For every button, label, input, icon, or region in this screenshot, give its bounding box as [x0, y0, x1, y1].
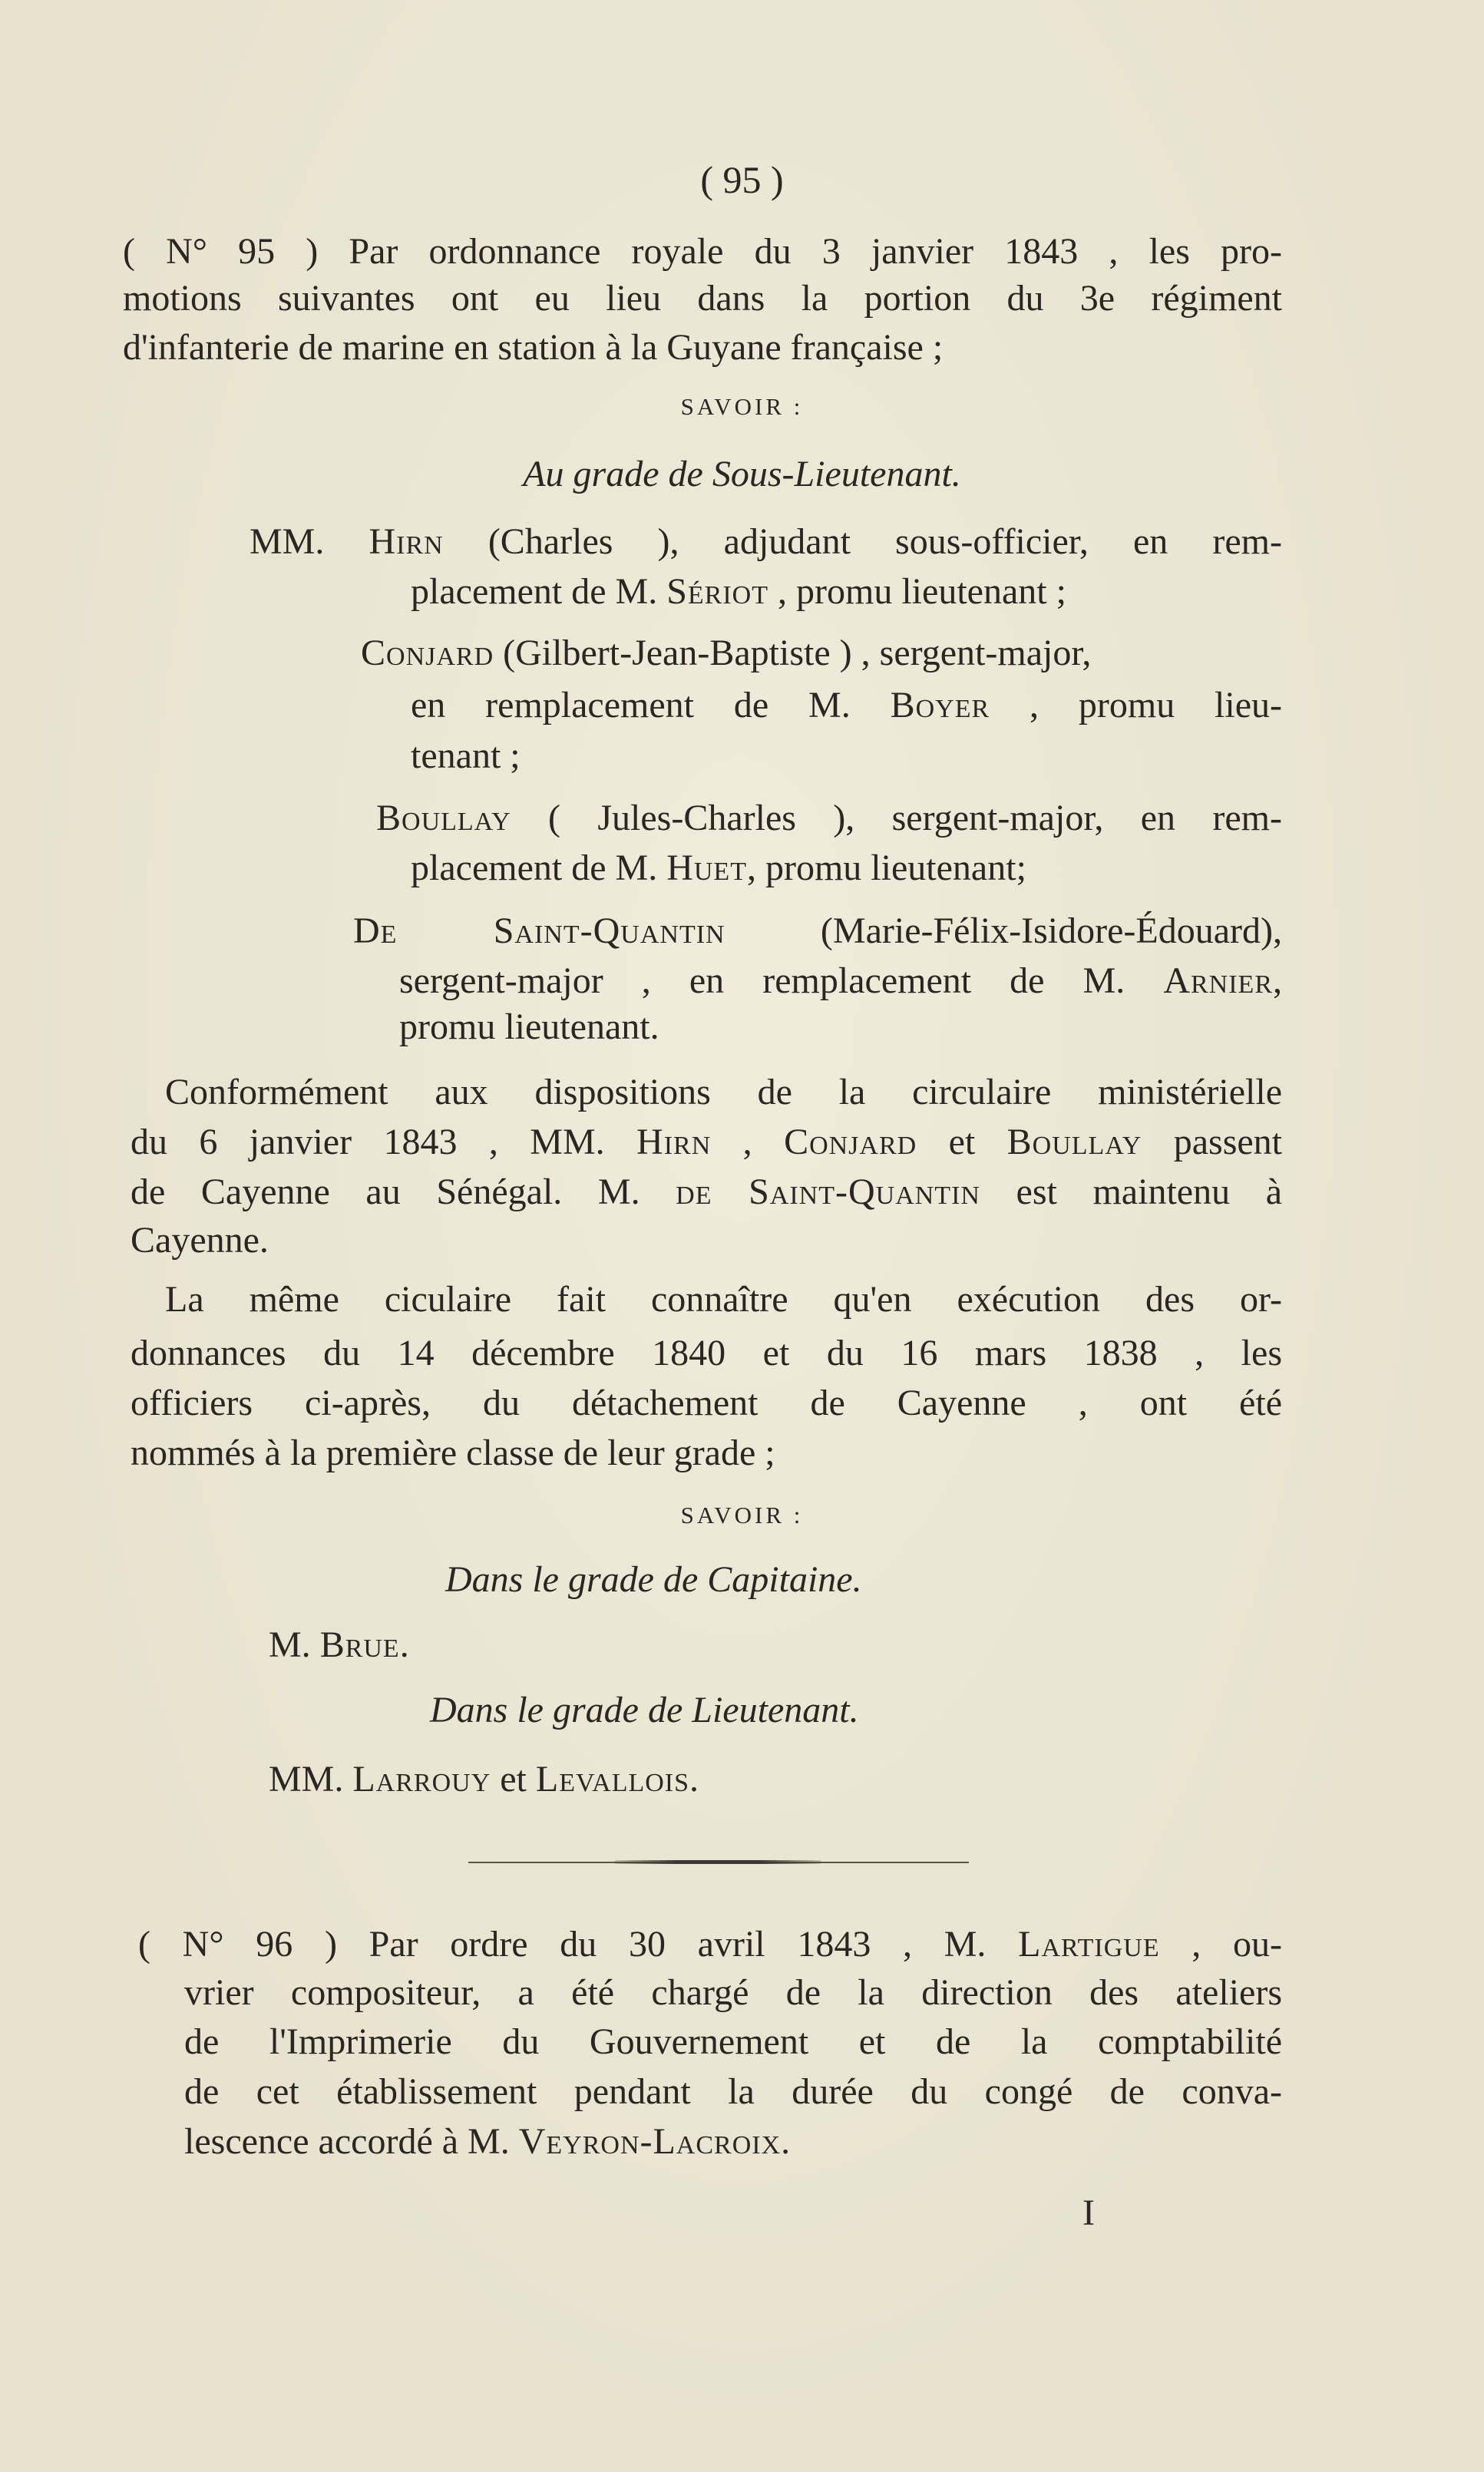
text-run: , promu lieu- [990, 685, 1283, 725]
entry-conjard-line-2 [411, 684, 1282, 727]
meme-line-1: La même ciculaire fait connaître qu'en exécution des or- [165, 1279, 1282, 1320]
person-name: Arnier [1163, 960, 1273, 1001]
grade-heading-sous-lieutenant: Au grade de Sous-Lieutenant. [523, 454, 961, 494]
person-name: Conjard [784, 1122, 917, 1162]
person-name: Larrouy [352, 1759, 491, 1799]
grade-heading-capitaine: Dans le grade de Capitaine. [445, 1559, 862, 1600]
text-run: est maintenu à [980, 1172, 1282, 1212]
person-name: Boullay [376, 798, 511, 838]
text-run: M. [269, 1624, 320, 1665]
person-name: Hirn [369, 521, 444, 562]
person-name: Huet [666, 848, 747, 888]
entry-boullay-line-2 [411, 847, 1282, 890]
entry-boullay-line-1 [376, 797, 1282, 840]
text-run: , [1273, 960, 1282, 1001]
section-separator-ornament [614, 1860, 821, 1864]
text-run: et [917, 1122, 1007, 1162]
text-run: de Cayenne au Sénégal. M. [131, 1172, 676, 1212]
text-run: du 6 janvier 1843 , MM. [131, 1122, 637, 1162]
person-name: Boullay [1006, 1122, 1142, 1162]
page-number: ( 95 ) [700, 158, 784, 201]
text-run: MM. [250, 521, 369, 562]
meme-line-2: donnances du 14 décembre 1840 et du 16 mars 1838 , les [131, 1333, 1282, 1373]
entry-saint-quantin-line-1 [353, 910, 1282, 953]
meme-line-3: officiers ci-après, du détachement de Cayenne , ont été [131, 1383, 1282, 1423]
person-name: Veyron-Lacroix. [518, 2121, 792, 2162]
section-96-line-5 [184, 2120, 791, 2163]
entry-saint-quantin-line-2 [399, 960, 1282, 1003]
text-run: , promu lieutenant ; [768, 571, 1066, 612]
text-run: , promu lieutenant; [746, 848, 1026, 888]
text-run: placement de M. [411, 848, 667, 888]
text-run: , ou- [1159, 1924, 1282, 1965]
conformement-line-1: Conformément aux dispositions de la circulaire ministérielle [165, 1072, 1282, 1112]
section-96-line-3: de l'Imprimerie du Gouvernement et de la comptabilité [184, 2021, 1282, 2062]
person-name: Brue. [319, 1624, 410, 1665]
grade-heading-lieutenant: Dans le grade de Lieutenant. [430, 1690, 859, 1730]
text-run: (Marie-Félix-Isidore-Édouard), [725, 910, 1282, 951]
person-name: Lartigue [1018, 1924, 1160, 1965]
entry-conjard-line-3: tenant ; [411, 735, 521, 776]
text-run: ( N° 96 ) Par ordre du 30 avril 1843 , M. [138, 1924, 1019, 1965]
person-name: Hirn [636, 1122, 712, 1162]
person-name: Levallois. [535, 1759, 700, 1799]
person-name: Sériot [666, 571, 769, 612]
text-run: placement de M. [411, 571, 667, 612]
conformement-line-4: Cayenne. [131, 1220, 269, 1261]
section-96-line-2: vrier compositeur, a été chargé de la direction des ateliers [184, 1972, 1282, 2013]
person-name: De Saint-Quantin [353, 910, 725, 951]
person-name: Boyer [890, 685, 990, 725]
text-run: et [491, 1759, 536, 1799]
text-run: , [711, 1122, 785, 1162]
entry-saint-quantin-line-3: promu lieutenant. [399, 1006, 659, 1047]
signature-mark: I [1082, 2193, 1095, 2233]
meme-line-4: nommés à la première classe de leur grade ; [131, 1433, 775, 1473]
section-95-line-3: d'infanterie de marine en station à la Guyane française ; [123, 327, 944, 368]
text-run: (Gilbert-Jean-Baptiste ) , sergent-major, [494, 633, 1092, 673]
entry-brue [269, 1624, 410, 1667]
entry-conjard-line-1 [361, 632, 1282, 675]
entry-larrouy-levallois [269, 1758, 699, 1801]
text-run: ( Jules-Charles ), sergent-major, en rem- [511, 798, 1282, 838]
section-95-line-2: motions suivantes ont eu lieu dans la portion du 3e régiment [123, 278, 1282, 319]
text-run: passent [1142, 1122, 1283, 1162]
text-run: MM. [269, 1759, 353, 1799]
entry-hirn-line-2 [411, 570, 1282, 613]
savoir-heading-2: SAVOIR : [680, 1502, 804, 1528]
conformement-line-2 [131, 1121, 1282, 1164]
text-run: sergent-major , en remplacement de M. [399, 960, 1164, 1001]
section-96-line-1 [138, 1923, 1282, 1966]
person-name: de Saint-Quantin [676, 1172, 980, 1212]
section-96-line-4: de cet établissement pendant la durée du congé de conva- [184, 2071, 1282, 2112]
savoir-heading-1: SAVOIR : [680, 393, 804, 420]
text-run: lescence accordé à M. [184, 2121, 519, 2162]
entry-hirn-line-1 [250, 521, 1282, 563]
text-run: en remplacement de M. [411, 685, 891, 725]
text-run: (Charles ), adjudant sous-officier, en rem- [443, 521, 1283, 562]
conformement-line-3 [131, 1171, 1282, 1214]
person-name: Conjard [361, 633, 494, 673]
section-95-line-1: ( N° 95 ) Par ordonnance royale du 3 janvier 1843 , les pro- [123, 231, 1282, 272]
